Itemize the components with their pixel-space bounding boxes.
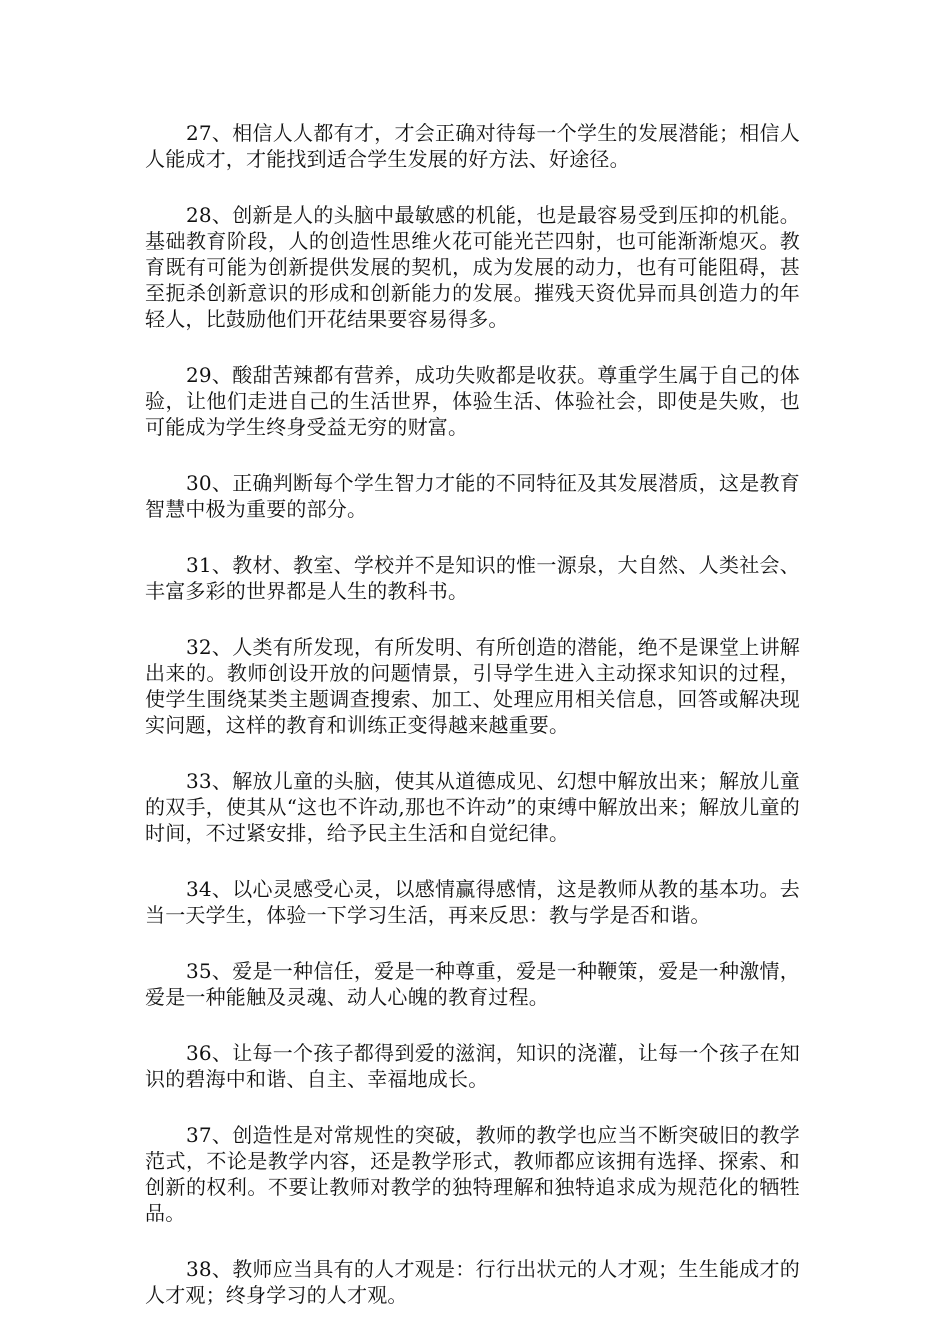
document-body [145,120,800,1338]
paragraph-29: 29、酸甜苦辣都有营养，成功失败都是收获。尊重学生属于自己的体验，让他们走进自己的生活世界，体验生活、体验社会，即使是失败，也可能成为学生终身受益无穷的财富。 [145,363,800,439]
paragraph-30: 30、正确判断每个学生智力才能的不同特征及其发展潜质，这是教育智慧中极为重要的部分。 [145,471,800,521]
paragraph-34: 34、以心灵感受心灵，以感情赢得感情，这是教师从教的基本功。去当一天学生，体验一下学习生活，再来反思：教与学是否和谐。 [145,877,800,927]
paragraph-33: 33、解放儿童的头脑，使其从道德成见、幻想中解放出来；解放儿童的双手，使其从“这也不许动,那也不许动”的束缚中解放出来；解放儿童的时间，不过紧安排，给予民主生活和自觉纪律。 [145,769,800,845]
paragraph-31: 31、教材、教室、学校并不是知识的惟一源泉，大自然、人类社会、丰富多彩的世界都是人生的教科书。 [145,553,800,603]
paragraph-28: 28、创新是人的头脑中最敏感的机能，也是最容易受到压抑的机能。基础教育阶段，人的创造性思维火花可能光芒四射，也可能渐渐熄灭。教育既有可能为创新提供发展的契机，成为发展的动力，也有可能阻碍，甚至扼杀创新意识的形成和创新能力的发展。摧残天资优异而具创造力的年轻人，比鼓励他们开花结果要容易得多。 [145,203,800,331]
paragraph-27: 27、相信人人都有才，才会正确对待每一个学生的发展潜能；相信人人能成才，才能找到适合学生发展的好方法、好途径。 [145,121,800,171]
paragraph-37: 37、创造性是对常规性的突破，教师的教学也应当不断突破旧的教学范式，不论是教学内容，还是教学形式，教师都应该拥有选择、探索、和创新的权利。不要让教师对教学的独特理解和独特追求成为规范化的牺牲品。 [145,1123,800,1225]
paragraph-32: 32、人类有所发现，有所发明、有所创造的潜能，绝不是课堂上讲解出来的。教师创设开放的问题情景，引导学生进入主动探求知识的过程，使学生围绕某类主题调查搜索、加工、处理应用相关信息，回答或解决现实问题，这样的教育和训练正变得越来越重要。 [145,635,800,737]
paragraph-38: 38、教师应当具有的人才观是：行行出状元的人才观；生生能成才的人才观；终身学习的人才观。 [145,1257,800,1307]
paragraph-35: 35、爱是一种信任，爱是一种尊重，爱是一种鞭策，爱是一种激情，爱是一种能触及灵魂、动人心魄的教育过程。 [145,959,800,1009]
paragraph-36: 36、让每一个孩子都得到爱的滋润，知识的浇灌，让每一个孩子在知识的碧海中和谐、自主、幸福地成长。 [145,1041,800,1091]
